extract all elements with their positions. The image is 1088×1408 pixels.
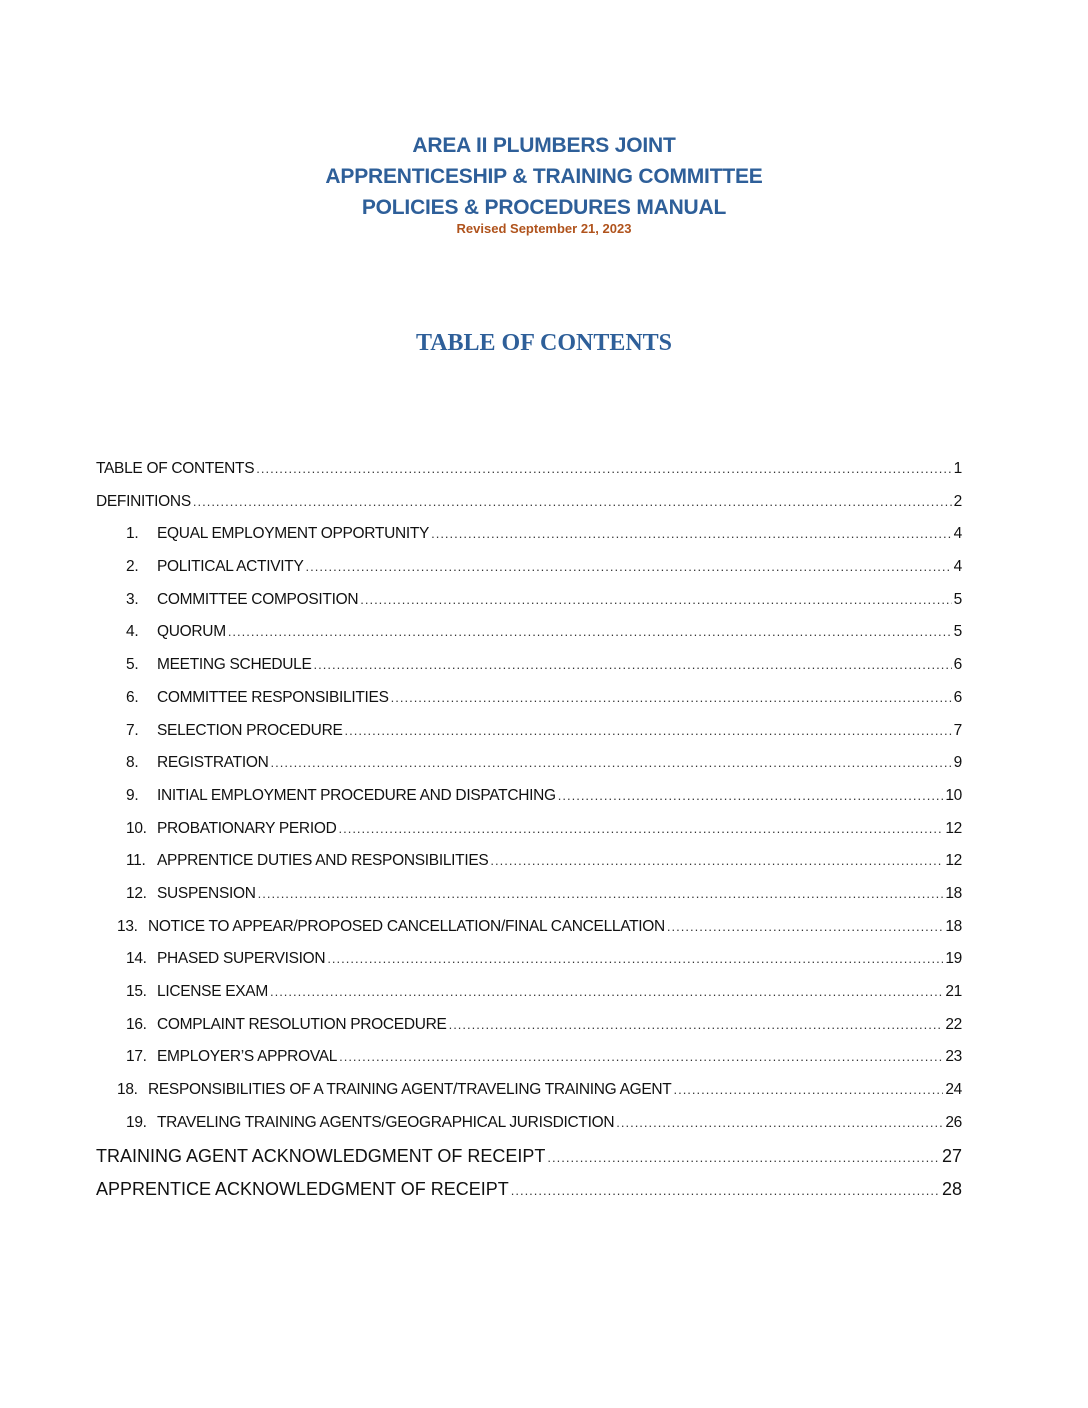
toc-leader — [271, 754, 952, 772]
toc-entry[interactable] — [96, 983, 962, 1016]
toc-leader — [511, 1179, 940, 1200]
toc-entry[interactable] — [96, 1081, 962, 1114]
toc-page-number: 27 — [941, 1146, 962, 1167]
toc-entry[interactable] — [96, 1179, 962, 1212]
toc-label: TABLE OF CONTENTS — [96, 460, 255, 477]
toc-label: REGISTRATION — [157, 754, 269, 772]
toc-number: 6. — [126, 688, 139, 706]
toc-entry[interactable] — [96, 525, 962, 558]
toc-number: 8. — [126, 754, 139, 772]
toc-page-number: 1 — [953, 460, 962, 477]
toc-label: PROBATIONARY PERIOD — [157, 819, 337, 837]
toc-leader — [193, 493, 952, 511]
toc-leader — [391, 689, 952, 707]
toc-leader — [449, 1016, 944, 1034]
toc-entry[interactable] — [96, 623, 962, 656]
header-line-2: APPRENTICESHIP & TRAINING COMMITTEE — [325, 165, 763, 188]
toc-entry[interactable] — [96, 918, 962, 951]
toc-page-number: 5 — [953, 590, 962, 608]
toc-label: APPRENTICE ACKNOWLEDGMENT OF RECEIPT — [96, 1179, 509, 1200]
toc-page-number: 18 — [945, 884, 962, 902]
toc-leader — [673, 1081, 943, 1099]
toc-entry[interactable] — [96, 689, 962, 722]
toc-leader — [360, 591, 951, 609]
toc-heading: TABLE OF CONTENTS — [415, 330, 673, 356]
toc-entry[interactable] — [96, 656, 962, 689]
toc-page-number: 7 — [953, 721, 962, 739]
document-header — [0, 130, 1088, 237]
toc-number: 2. — [126, 558, 139, 576]
toc-number: 12. — [126, 884, 147, 902]
toc-number: 11. — [126, 852, 146, 870]
toc-number: 15. — [126, 983, 147, 1000]
toc-page-number: 6 — [953, 656, 962, 674]
toc-number: 4. — [126, 623, 139, 641]
toc-label: APPRENTICE DUTIES AND RESPONSIBILITIES — [157, 852, 489, 870]
toc-page-number: 4 — [953, 558, 962, 576]
toc-entry[interactable] — [96, 950, 962, 983]
toc-label: NOTICE TO APPEAR/PROPOSED CANCELLATION/FINAL CANCELLATION — [148, 917, 665, 935]
toc-leader — [616, 1114, 943, 1132]
toc-page-number: 22 — [945, 1015, 962, 1033]
toc-page-number: 26 — [945, 1113, 962, 1131]
header-line-3: POLICIES & PROCEDURES MANUAL — [361, 196, 727, 219]
toc-leader — [305, 558, 951, 576]
toc-label: COMMITTEE RESPONSIBILITIES — [157, 688, 389, 706]
toc-entry[interactable] — [96, 558, 962, 591]
toc-label: DEFINITIONS — [96, 492, 191, 510]
toc-number: 5. — [126, 656, 139, 674]
toc-page-number: 12 — [945, 852, 962, 870]
toc-entry[interactable] — [96, 722, 962, 755]
toc-entry[interactable] — [96, 1146, 962, 1179]
toc-entry[interactable] — [96, 820, 962, 853]
toc-page-number: 28 — [941, 1179, 962, 1200]
toc-number: 7. — [126, 721, 139, 739]
toc-number: 19. — [126, 1113, 147, 1131]
toc-label: PHASED SUPERVISION — [157, 950, 326, 968]
toc-entry[interactable] — [96, 852, 962, 885]
toc-label: LICENSE EXAM — [157, 983, 268, 1000]
table-of-contents — [96, 460, 962, 1212]
toc-leader — [327, 950, 943, 968]
toc-leader — [314, 656, 952, 674]
toc-number: 3. — [126, 590, 139, 608]
toc-label: POLITICAL ACTIVITY — [157, 558, 304, 576]
toc-page-number: 19 — [945, 950, 962, 968]
toc-label: MEETING SCHEDULE — [157, 656, 312, 674]
toc-label: EMPLOYER’S APPROVAL — [157, 1048, 338, 1066]
toc-number: 9. — [126, 786, 139, 804]
toc-label: SUSPENSION — [157, 884, 256, 902]
toc-number: 10. — [126, 819, 147, 837]
toc-number: 1. — [126, 525, 139, 543]
toc-page-number: 18 — [945, 917, 962, 935]
toc-entry[interactable] — [96, 493, 962, 526]
toc-entry[interactable] — [96, 754, 962, 787]
toc-page-number: 24 — [945, 1081, 962, 1099]
toc-page-number: 23 — [945, 1048, 962, 1066]
toc-label: EQUAL EMPLOYMENT OPPORTUNITY — [157, 525, 430, 543]
toc-number: 16. — [126, 1015, 147, 1033]
toc-page-number: 6 — [953, 688, 962, 706]
toc-label: RESPONSIBILITIES OF A TRAINING AGENT/TRAVELING TRAINING AGENT — [148, 1081, 672, 1099]
toc-label: COMMITTEE COMPOSITION — [157, 590, 359, 608]
toc-leader — [256, 460, 951, 478]
toc-label: TRAVELING TRAINING AGENTS/GEOGRAPHICAL JURISDICTION — [157, 1113, 615, 1131]
toc-page-number: 10 — [945, 786, 962, 804]
toc-label: TRAINING AGENT ACKNOWLEDGMENT OF RECEIPT — [96, 1146, 546, 1167]
header-line-1: AREA II PLUMBERS JOINT — [412, 134, 676, 157]
toc-entry[interactable] — [96, 787, 962, 820]
toc-page-number: 12 — [945, 819, 962, 837]
toc-leader — [270, 983, 943, 1001]
toc-page-number: 5 — [953, 623, 962, 641]
toc-number: 13. — [117, 917, 138, 935]
toc-entry[interactable] — [96, 1048, 962, 1081]
toc-label: SELECTION PROCEDURE — [157, 721, 343, 739]
toc-entry[interactable] — [96, 591, 962, 624]
toc-leader — [558, 787, 944, 805]
toc-page-number: 21 — [945, 983, 962, 1000]
toc-leader — [339, 1048, 943, 1066]
toc-page-number: 9 — [953, 754, 962, 772]
toc-number: 18. — [117, 1081, 138, 1099]
toc-number: 14. — [126, 950, 147, 968]
toc-entry[interactable] — [96, 460, 962, 493]
toc-leader — [431, 525, 952, 543]
toc-entry[interactable] — [96, 1114, 962, 1147]
toc-label: INITIAL EMPLOYMENT PROCEDURE AND DISPATCHING — [157, 786, 556, 804]
toc-leader — [228, 623, 952, 641]
revised-date: Revised September 21, 2023 — [456, 221, 632, 236]
toc-entry[interactable] — [96, 1016, 962, 1049]
toc-leader — [338, 820, 943, 838]
toc-page-number: 2 — [953, 492, 962, 510]
toc-number: 17. — [126, 1048, 147, 1066]
toc-label: QUORUM — [157, 623, 226, 641]
toc-leader — [258, 885, 944, 903]
toc-page-number: 4 — [953, 525, 962, 543]
toc-leader — [667, 918, 943, 936]
toc-leader — [345, 722, 952, 740]
toc-leader — [547, 1146, 940, 1167]
toc-label: COMPLAINT RESOLUTION PROCEDURE — [157, 1015, 447, 1033]
toc-entry[interactable] — [96, 885, 962, 918]
toc-leader — [490, 852, 943, 870]
